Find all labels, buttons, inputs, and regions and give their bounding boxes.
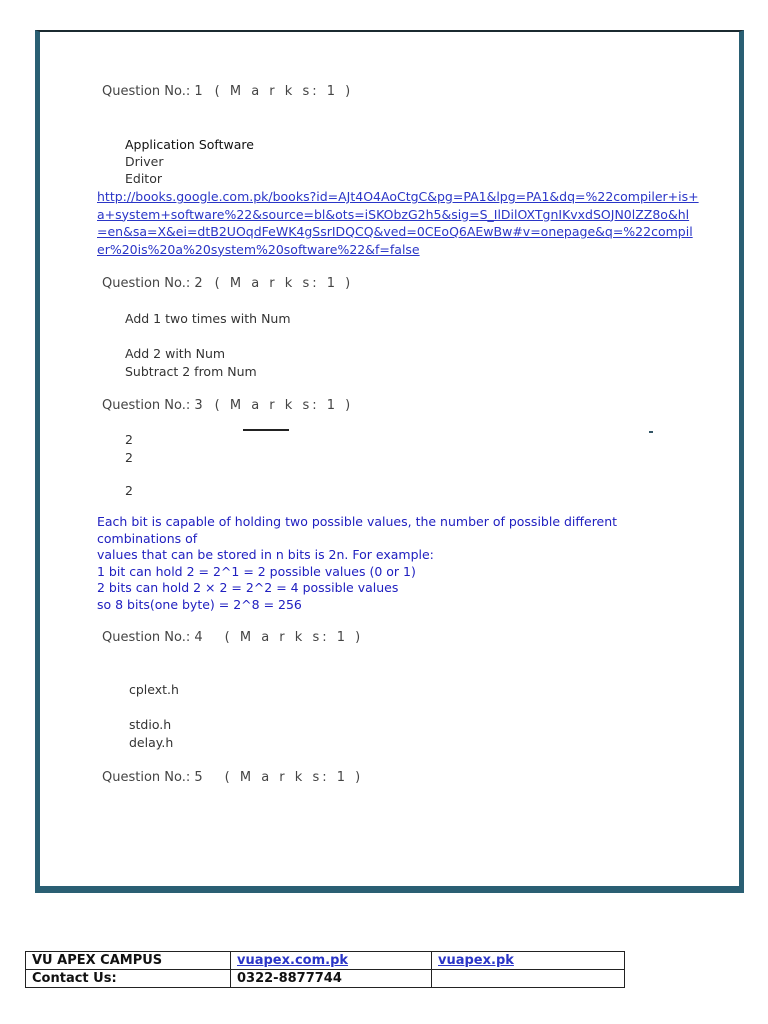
reference-link-line[interactable]: er%20is%20a%20system%20software%22&f=false — [97, 241, 420, 257]
question-number: Question No.: 2 — [102, 276, 203, 291]
q1-option-1: Application Software — [125, 137, 254, 152]
question-3-heading — [102, 398, 353, 413]
explanation-line: 1 bit can hold 2 = 2^1 = 2 possible values (0 or 1) — [97, 563, 416, 579]
dash-mark — [649, 431, 653, 433]
question-5-heading — [102, 770, 363, 785]
question-marks: ( M a r k s: 1 ) — [214, 84, 354, 99]
footer-contact-table — [25, 951, 625, 988]
footer-row — [26, 952, 625, 970]
contact-label: Contact Us: — [26, 970, 231, 988]
q2-option-3: Subtract 2 from Num — [125, 364, 257, 379]
question-number: Question No.: 3 — [102, 398, 203, 413]
q3-option-1: 2 — [125, 432, 133, 447]
reference-link-line[interactable]: =en&sa=X&ei=dtB2UOqdFeWK4gSsrIDQCQ&ved=0CEoQ6AEwBw#v=onepage&q=%22compil — [97, 224, 693, 239]
website-link-primary[interactable]: vuapex.com.pk — [237, 953, 349, 968]
footer-row — [26, 970, 625, 988]
q1-option-3: Editor — [125, 171, 162, 186]
q4-option-2: stdio.h — [129, 717, 172, 732]
q2-option-1: Add 1 two times with Num — [125, 311, 291, 326]
footer-cell — [432, 952, 625, 970]
footer-cell — [231, 952, 432, 970]
explanation-line: Each bit is capable of holding two possible values, the number of possible different — [97, 514, 618, 529]
question-marks: ( M a r k s: 1 ) — [224, 630, 364, 645]
campus-name: VU APEX CAMPUS — [26, 952, 231, 970]
question-number: Question No.: 1 — [102, 84, 203, 99]
underline-mark — [243, 429, 289, 431]
reference-link-line[interactable]: a+system+software%22&source=bl&ots=iSKObzG2h5&sig=S_IlDilOXTgnIKvxdSOJN0lZZ8o&hl — [97, 206, 690, 222]
explanation-text — [97, 514, 617, 613]
question-1-heading — [102, 84, 353, 99]
q3-option-2: 2 — [125, 450, 133, 465]
question-marks: ( M a r k s: 1 ) — [224, 770, 364, 785]
q3-option-3: 2 — [125, 483, 133, 498]
q4-option-1: cplext.h — [129, 682, 179, 697]
q1-option-2: Driver — [125, 154, 164, 169]
question-2-heading — [102, 276, 353, 291]
explanation-line: combinations of — [97, 530, 198, 546]
reference-link-line[interactable]: http://books.google.com.pk/books?id=AJt4O4AoCtgC&pg=PA1&lpg=PA1&dq=%22compiler+is+ — [97, 189, 699, 204]
question-marks: ( M a r k s: 1 ) — [214, 398, 354, 413]
website-link-secondary[interactable]: vuapex.pk — [438, 953, 514, 968]
q2-option-2: Add 2 with Num — [125, 346, 226, 361]
reference-link[interactable] — [97, 188, 697, 258]
empty-cell — [432, 970, 625, 988]
question-number: Question No.: 5 — [102, 770, 203, 785]
question-4-heading — [102, 630, 363, 645]
question-number: Question No.: 4 — [102, 630, 203, 645]
explanation-line: so 8 bits(one byte) = 2^8 = 256 — [97, 596, 302, 612]
q4-option-3: delay.h — [129, 735, 174, 750]
explanation-line: values that can be stored in n bits is 2n. For example: — [97, 547, 434, 562]
question-marks: ( M a r k s: 1 ) — [214, 276, 354, 291]
contact-phone: 0322-8877744 — [231, 970, 432, 988]
explanation-line: 2 bits can hold 2 × 2 = 2^2 = 4 possible values — [97, 580, 399, 595]
